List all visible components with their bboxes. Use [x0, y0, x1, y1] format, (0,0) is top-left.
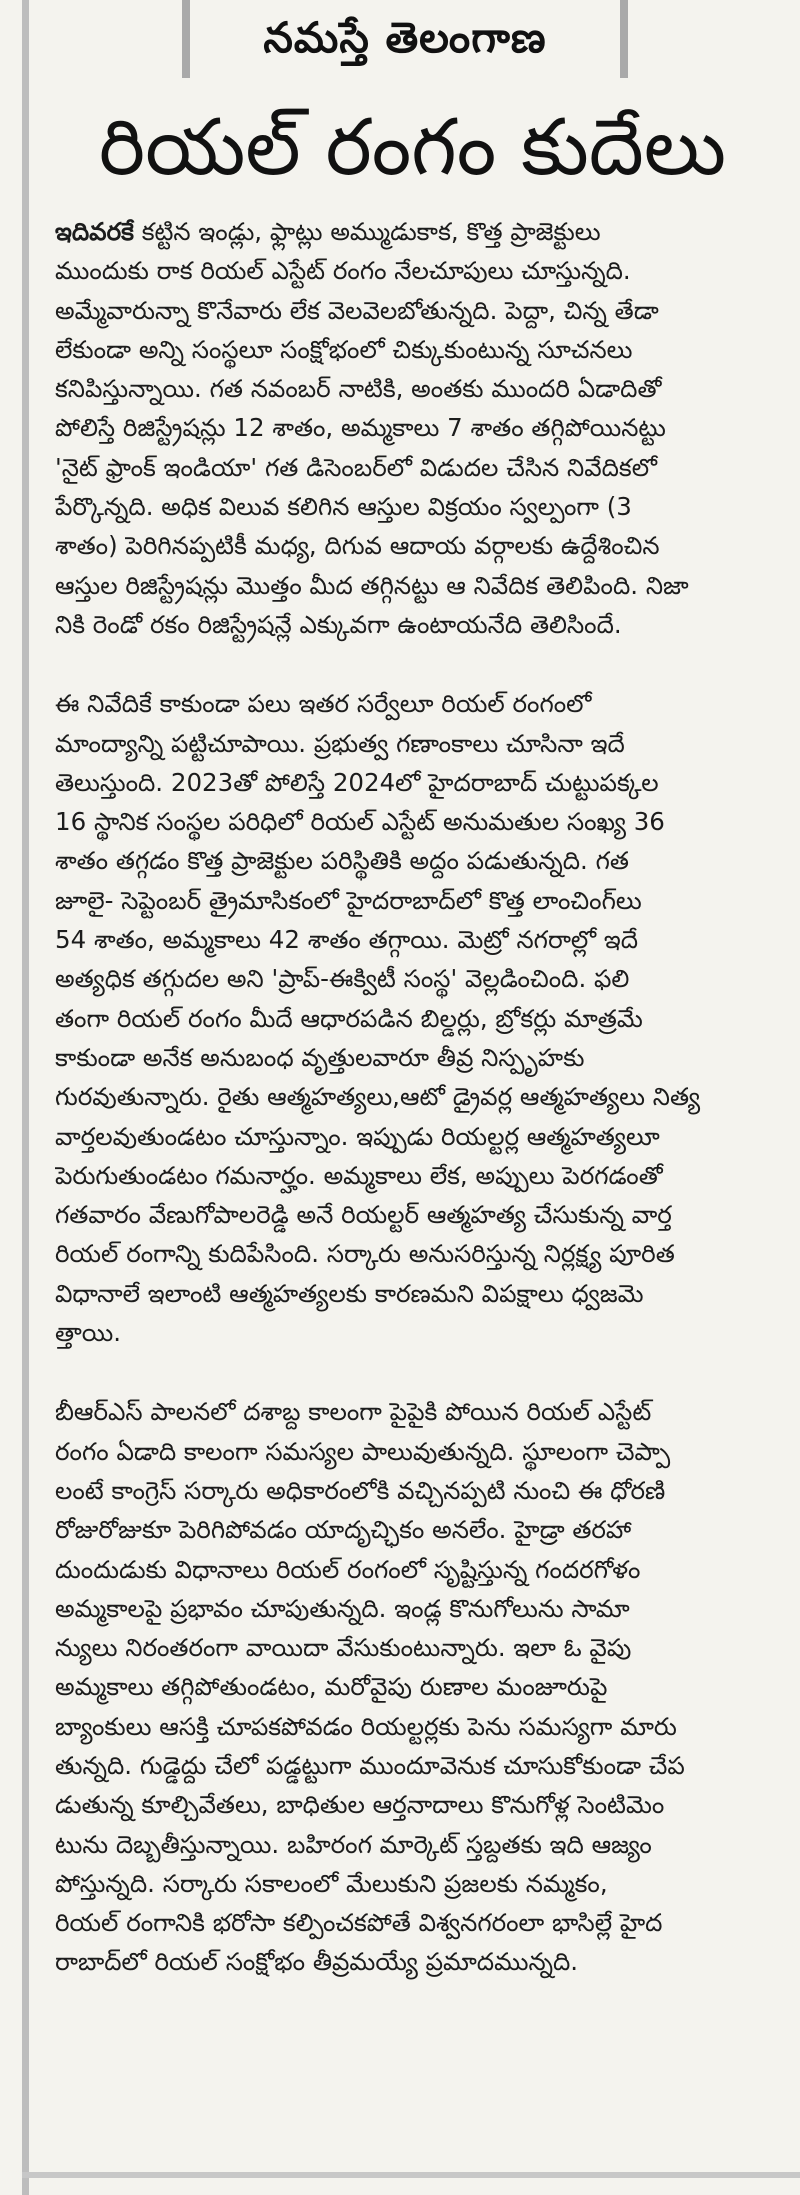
text-line: మాంద్యాన్ని పట్టిచూపాయి. ప్రభుత్వ గణాంకాలు చూసినా ఇదే	[55, 728, 625, 758]
text-line: 54 శాతం, అమ్మకాలు 42 శాతం తగ్గాయి. మెట్రో నగరాల్లో ఇదే	[55, 925, 639, 955]
text-line: డుతున్న కూల్చివేతలు, బాధితుల ఆర్తనాదాలు కొనుగోళ్ల సెంటిమెం	[55, 1790, 665, 1820]
text-line: దుందుడుకు విధానాలు రియల్ రంగంలో సృష్టిస్తున్న గందరగోళం	[55, 1554, 641, 1584]
text-line: కాకుండా అనేక అనుబంధ వృత్తులవారూ తీవ్ర నిస్పృహకు	[55, 1042, 585, 1072]
text-span: కట్టిన ఇండ్లు, ఫ్లాట్లు అమ్ముడుకాక, కొత్త ప్రాజెక్టులు	[133, 217, 601, 246]
text-line: శాతం తగ్గడం కొత్త ప్రాజెక్టుల పరిస్థితికి అద్దం పడుతున్నది. గత	[55, 846, 629, 876]
text-line: తంగా రియల్ రంగం మీదే ఆధారపడిన బిల్డర్లు, బ్రోకర్లు మాత్రమే	[55, 1003, 643, 1033]
text-line: అమ్మకాలపై ప్రభావం చూపుతున్నది. ఇండ్ల కొనుగోలును సామా	[55, 1593, 630, 1623]
text-line: గతవారం వేణుగోపాలరెడ్డి అనే రియల్టర్ ఆత్మహత్య చేసుకున్న వార్త	[55, 1200, 672, 1230]
text-line: రియల్ రంగాన్ని కుదిపేసింది. సర్కారు అనుసరిస్తున్న నిర్లక్ష్య పూరిత	[55, 1239, 675, 1269]
text-line: రాబాద్‌లో రియల్ సంక్షోభం తీవ్రమయ్యే ప్రమాదమున్నది.	[55, 1947, 579, 1977]
text-line: విధానాలే ఇలాంటి ఆత్మహత్యలకు కారణమని విపక్షాలు ధ్వజమె	[55, 1278, 644, 1308]
paragraph-1	[55, 212, 780, 644]
headline: రియల్ రంగం కుదేలు	[98, 103, 727, 193]
text-line: తెలుస్తుంది. 2023తో పోలిస్తే 2024లో హైదరాబాద్ చుట్టుపక్కల	[55, 767, 659, 797]
bottom-rule	[22, 2172, 800, 2178]
text-line: ముందుకు రాక రియల్ ఎస్టేట్ రంగం నేలచూపులు చూస్తున్నది.	[55, 256, 631, 286]
text-line: అత్యధిక తగ్గుదల అని 'ప్రాప్-ఈక్విటీ సంస్థ' వెల్లడించింది. ఫలి	[55, 964, 630, 994]
masthead-left-bar	[182, 0, 190, 78]
text-line: వార్తలవుతుండటం చూస్తున్నాం. ఇప్పుడు రియల్టర్ల ఆత్మహత్యలూ	[55, 1121, 660, 1151]
text-line: త్తాయి.	[55, 1318, 122, 1348]
text-line	[55, 212, 780, 251]
text-line: పేర్కొన్నది. అధిక విలువ కలిగిన ఆస్తుల విక్రయం స్వల్పంగా (3	[55, 492, 632, 522]
left-margin-rule	[22, 0, 29, 2195]
paragraph-2	[55, 684, 780, 1352]
masthead-right-bar	[620, 0, 628, 78]
text-line: కనిపిస్తున్నాయి. గత నవంబర్ నాటికి, అంతకు ముందరి ఏడాదితో	[55, 374, 662, 404]
text-line: 'నైట్ ఫ్రాంక్ ఇండియా' గత డిసెంబర్‌లో విడుదల చేసిన నివేదికలో	[55, 452, 657, 482]
text-line: లేకుండా అన్ని సంస్థలూ సంక్షోభంలో చిక్కుకుంటున్న సూచనలు	[55, 334, 633, 364]
text-line: న్యులు నిరంతరంగా వాయిదా వేసుకుంటున్నారు. ఇలా ఓ వైపు	[55, 1633, 632, 1663]
text-line: బీఆర్ఎస్ పాలనలో దశాబ్ద కాలంగా పైపైకి పోయిన రియల్ ఎస్టేట్	[55, 1397, 652, 1427]
text-line: బ్యాంకులు ఆసక్తి చూపకపోవడం రియల్టర్లకు పెను సమస్యగా మారు	[55, 1711, 677, 1741]
text-line: జూలై- సెప్టెంబర్ త్రైమాసికంలో హైదరాబాద్‌లో కొత్త లాంచింగ్‌లు	[55, 885, 642, 915]
text-line: నికి రెండో రకం రిజిస్ట్రేషన్లే ఎక్కువగా ఉంటాయనేది తెలిసిందే.	[55, 609, 622, 639]
text-line: రియల్ రంగానికి భరోసా కల్పించకపోతే విశ్వనగరంలా భాసిల్లే హైద	[55, 1908, 663, 1938]
text-line: లంటే కాంగ్రెస్ సర్కారు అధికారంలోకి వచ్చినప్పటి నుంచి ఈ ధోరణి	[55, 1475, 666, 1505]
lead-word: ఇదివరకే	[55, 217, 134, 246]
text-line: అమ్మేవారున్నా కొనేవారు లేక వెలవెలబోతున్నది. పెద్దా, చిన్న తేడా	[55, 295, 659, 325]
text-line: ఆస్తుల రిజిస్ట్రేషన్లు మొత్తం మీద తగ్గినట్టు ఆ నివేదిక తెలిపింది. నిజా	[55, 570, 689, 600]
text-line: గురవుతున్నారు. రైతు ఆత్మహత్యలు,ఆటో డ్రైవర్ల ఆత్మహత్యలు నిత్య	[55, 1082, 701, 1112]
text-line: పోస్తున్నది. సర్కారు సకాలంలో మేలుకుని ప్రజలకు నమ్మకం,	[55, 1868, 608, 1898]
masthead: నమస్తే తెలంగాణ	[263, 13, 547, 62]
text-line: పెరుగుతుండటం గమనార్హం. అమ్మకాలు లేక, అప్పులు పెరగడంతో	[55, 1160, 663, 1190]
text-line: టును దెబ్బతీస్తున్నాయి. బహిరంగ మార్కెట్ స్తబ్దతకు ఇది ఆజ్యం	[55, 1829, 652, 1859]
text-line: రోజురోజుకూ పెరిగిపోవడం యాదృచ్ఛికం అనలేం. హైడ్రా తరహా	[55, 1515, 632, 1545]
text-line: శాతం) పెరిగినప్పటికీ మధ్య, దిగువ ఆదాయ వర్గాలకు ఉద్దేశించిన	[55, 531, 660, 561]
text-line: ఈ నివేదికే కాకుండా పలు ఇతర సర్వేలూ రియల్ రంగంలో	[55, 689, 592, 719]
text-line: అమ్మకాలు తగ్గిపోతుండటం, మరోవైపు రుణాల మంజూరుపై	[55, 1672, 608, 1702]
text-line: తున్నది. గుడ్డెద్దు చేలో పడ్డట్టుగా ముందూవెనుక చూసుకోకుండా చేప	[55, 1750, 685, 1780]
paragraph-3	[55, 1392, 780, 1981]
text-line: రంగం ఏడాది కాలంగా సమస్యల పాలువుతున్నది. స్థూలంగా చెప్పా	[55, 1436, 671, 1466]
text-line: 16 స్థానిక సంస్థల పరిధిలో రియల్ ఎస్టేట్ అనుమతుల సంఖ్య 36	[55, 807, 665, 837]
article-body	[55, 212, 780, 1982]
text-line: పోలిస్తే రిజిస్ట్రేషన్లు 12 శాతం, అమ్మకాలు 7 శాతం తగ్గిపోయినట్టు	[55, 413, 666, 443]
